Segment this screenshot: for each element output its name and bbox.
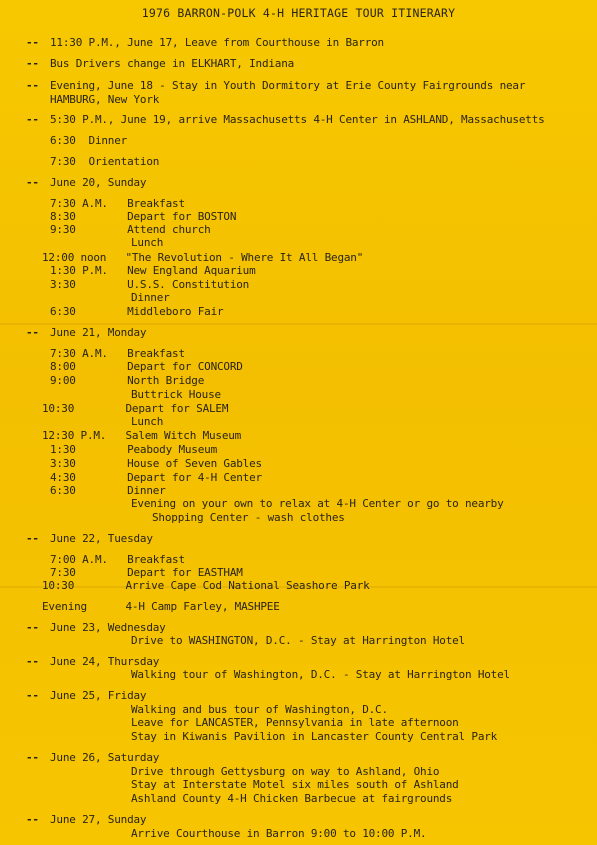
itinerary-line: 10:30 Arrive Cape Cod National Seashore Park bbox=[42, 579, 370, 592]
itinerary-line: 10:30 Depart for SALEM bbox=[42, 402, 229, 415]
itinerary-line: 7:30 A.M. Breakfast bbox=[50, 347, 185, 360]
bullet-dash: -- bbox=[26, 751, 39, 764]
itinerary-line: Bus Drivers change in ELKHART, Indiana bbox=[50, 57, 295, 70]
itinerary-line: 8:30 Depart for BOSTON bbox=[50, 210, 237, 223]
itinerary-line: June 21, Monday bbox=[50, 326, 147, 339]
document-title: 1976 BARRON-POLK 4-H HERITAGE TOUR ITINERARY bbox=[141, 6, 456, 20]
itinerary-line: Stay in Kiwanis Pavilion in Lancaster County Central Park bbox=[131, 730, 498, 743]
itinerary-line: Walking tour of Washington, D.C. - Stay at Harrington Hotel bbox=[131, 668, 510, 681]
itinerary-line: Evening on your own to relax at 4-H Center or go to nearby bbox=[131, 497, 504, 510]
itinerary-line: 3:30 House of Seven Gables bbox=[50, 457, 262, 470]
itinerary-line: Lunch bbox=[131, 236, 164, 249]
paper-fold bbox=[0, 323, 597, 325]
itinerary-line: 4:30 Depart for 4-H Center bbox=[50, 471, 262, 484]
bullet-dash: -- bbox=[26, 176, 39, 189]
bullet-dash: -- bbox=[26, 532, 39, 545]
bullet-dash: -- bbox=[26, 36, 39, 49]
itinerary-line: 7:30 Orientation bbox=[50, 155, 160, 168]
itinerary-line: 8:00 Depart for CONCORD bbox=[50, 360, 243, 373]
itinerary-line: Stay at Interstate Motel six miles south of Ashland bbox=[131, 778, 459, 791]
itinerary-line: 1:30 Peabody Museum bbox=[50, 443, 217, 456]
bullet-dash: -- bbox=[26, 655, 39, 668]
itinerary-line: 12:00 noon "The Revolution - Where It All Began" bbox=[42, 251, 364, 264]
itinerary-line: Shopping Center - wash clothes bbox=[152, 511, 345, 524]
itinerary-line: 11:30 P.M., June 17, Leave from Courthouse in Barron bbox=[50, 36, 384, 49]
itinerary-line: Walking and bus tour of Washington, D.C. bbox=[131, 703, 388, 716]
itinerary-line: 7:30 Depart for EASTHAM bbox=[50, 566, 243, 579]
bullet-dash: -- bbox=[26, 621, 39, 634]
itinerary-line: June 20, Sunday bbox=[50, 176, 147, 189]
bullet-dash: -- bbox=[26, 689, 39, 702]
bullet-dash: -- bbox=[26, 326, 39, 339]
itinerary-line: HAMBURG, New York bbox=[50, 93, 160, 106]
itinerary-line: 5:30 P.M., June 19, arrive Massachusetts 4-H Center in ASHLAND, Massachusetts bbox=[50, 113, 545, 126]
itinerary-line: Evening, June 18 - Stay in Youth Dormitory at Erie County Fairgrounds near bbox=[50, 79, 526, 92]
itinerary-line: Evening 4-H Camp Farley, MASHPEE bbox=[42, 600, 280, 613]
itinerary-line: 6:30 Middleboro Fair bbox=[50, 305, 224, 318]
bullet-dash: -- bbox=[26, 113, 39, 126]
itinerary-line: Drive through Gettysburg on way to Ashland, Ohio bbox=[131, 765, 440, 778]
itinerary-line: June 27, Sunday bbox=[50, 813, 147, 826]
itinerary-line: 6:30 Dinner bbox=[50, 134, 128, 147]
itinerary-line: 7:00 A.M. Breakfast bbox=[50, 553, 185, 566]
itinerary-line: 12:30 P.M. Salem Witch Museum bbox=[42, 429, 242, 442]
bullet-dash: -- bbox=[26, 813, 39, 826]
itinerary-line: 9:30 Attend church bbox=[50, 223, 211, 236]
itinerary-line: Drive to WASHINGTON, D.C. - Stay at Harrington Hotel bbox=[131, 634, 465, 647]
itinerary-line: 7:30 A.M. Breakfast bbox=[50, 197, 185, 210]
bullet-dash: -- bbox=[26, 57, 39, 70]
itinerary-line: Lunch bbox=[131, 415, 164, 428]
itinerary-line: Ashland County 4-H Chicken Barbecue at fairgrounds bbox=[131, 792, 453, 805]
itinerary-line: June 24, Thursday bbox=[50, 655, 160, 668]
itinerary-line: Dinner bbox=[131, 291, 170, 304]
bullet-dash: -- bbox=[26, 79, 39, 92]
itinerary-line: Arrive Courthouse in Barron 9:00 to 10:00 P.M. bbox=[131, 827, 427, 840]
itinerary-line: June 22, Tuesday bbox=[50, 532, 153, 545]
itinerary-line: 9:00 North Bridge bbox=[50, 374, 205, 387]
itinerary-line: Leave for LANCASTER, Pennsylvania in late afternoon bbox=[131, 716, 459, 729]
itinerary-line: 1:30 P.M. New England Aquarium bbox=[50, 264, 256, 277]
itinerary-line: June 25, Friday bbox=[50, 689, 147, 702]
itinerary-line: June 26, Saturday bbox=[50, 751, 160, 764]
itinerary-line: Buttrick House bbox=[131, 388, 221, 401]
itinerary-line: June 23, Wednesday bbox=[50, 621, 166, 634]
itinerary-line: 3:30 U.S.S. Constitution bbox=[50, 278, 250, 291]
itinerary-line: 6:30 Dinner bbox=[50, 484, 166, 497]
